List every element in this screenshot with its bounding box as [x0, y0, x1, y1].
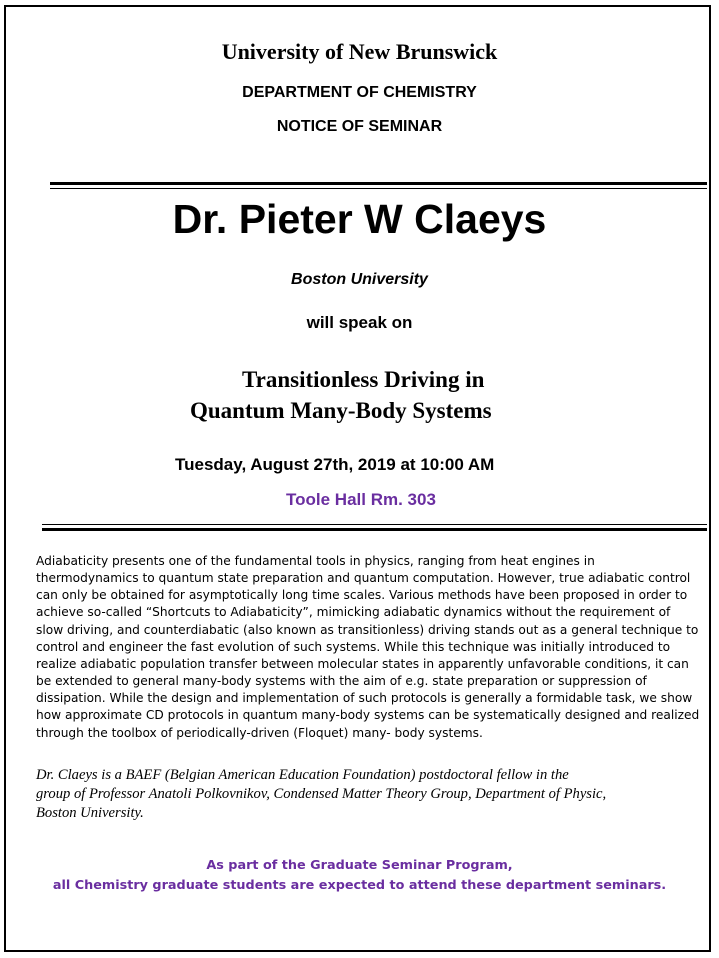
seminar-datetime: Tuesday, August 27th, 2019 at 10:00 AM: [175, 455, 495, 474]
speaker-bio: [36, 766, 691, 824]
footer-program-note: As part of the Graduate Seminar Program,: [206, 858, 513, 873]
abstract-line: realize adiabatic population transfer between molecular states in apparently unfavorable conditions, it can: [36, 656, 689, 671]
bottom-divider-thick: [42, 528, 707, 531]
bio-line: Boston University.: [36, 805, 144, 822]
abstract-line: slow driving, and counterdiabatic (also known as transitionless) driving stands out as a general technique to: [36, 622, 699, 637]
top-divider-thick: [50, 182, 707, 185]
talk-title-line2: Quantum Many-Body Systems: [190, 398, 492, 423]
bio-line: Dr. Claeys is a BAEF (Belgian American Education Foundation) postdoctoral fellow in the: [36, 767, 569, 783]
abstract-line: be extended to general many-body systems with the aim of e.g. state preparation or suppression of: [36, 674, 647, 689]
speaker-affiliation: Boston University: [291, 271, 428, 288]
abstract-line: dissipation. While the design and implementation of such protocols is generally a formidable task, we show: [36, 691, 693, 706]
abstract-line: achieve so-called “Shortcuts to Adiabaticity”, mimicking adiabatic dynamics without the requirement of: [36, 605, 671, 620]
will-speak-on: will speak on: [306, 313, 413, 332]
abstract-line: thermodynamics to quantum state preparation and quantum computation. However, true adiabatic control: [36, 571, 691, 586]
department-name: DEPARTMENT OF CHEMISTRY: [242, 84, 477, 101]
speaker-name: Dr. Pieter W Claeys: [172, 196, 547, 242]
university-name: University of New Brunswick: [221, 39, 498, 64]
notice-heading: NOTICE OF SEMINAR: [276, 118, 443, 135]
talk-title-line1: Transitionless Driving in: [242, 367, 485, 392]
seminar-location: Toole Hall Rm. 303: [286, 490, 436, 509]
bottom-divider-thin: [42, 524, 707, 525]
top-divider-thin: [50, 188, 707, 189]
abstract-line: through the toolbox of periodically-driven (Floquet) many- body systems.: [36, 725, 483, 740]
bio-line: group of Professor Anatoli Polkovnikov, Condensed Matter Theory Group, Department of Physic,: [36, 786, 607, 803]
abstract-paragraph: [36, 553, 700, 742]
abstract-line: control and engineer the fast evolution of such systems. While this technique was initially introduced to: [36, 639, 671, 654]
abstract-line: Adiabaticity presents one of the fundamental tools in physics, ranging from heat engines in: [36, 554, 595, 568]
abstract-line: how approximate CD protocols in quantum many-body systems can be systematically designed and realized: [36, 708, 700, 723]
footer-attendance-note: all Chemistry graduate students are expected to attend these department seminars.: [52, 878, 667, 893]
abstract-line: can only be obtained for asymptotically long time scales. Various methods have been proposed in order to: [36, 588, 688, 603]
